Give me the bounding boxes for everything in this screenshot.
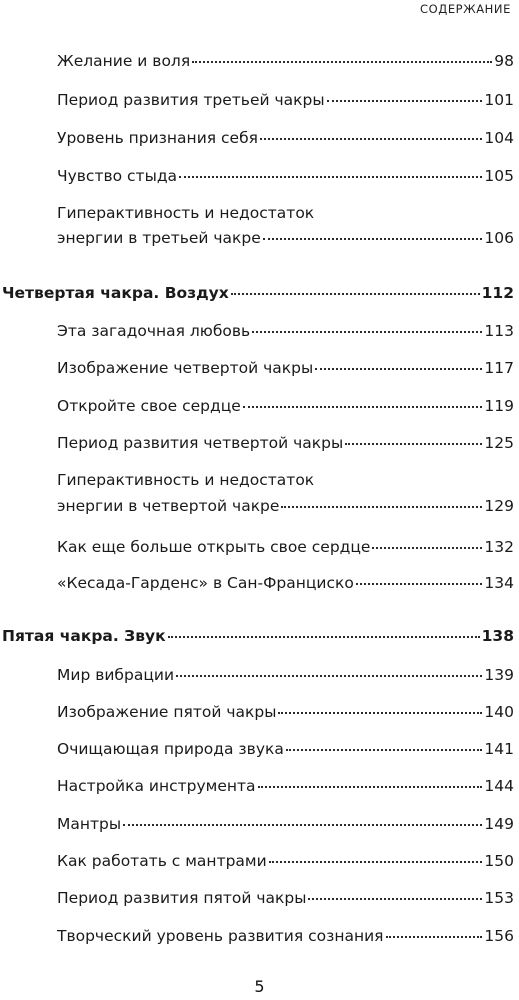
toc-chapter-page: 112 (481, 284, 514, 302)
toc-entry-title-line1: Гиперактивность и недостаток (57, 471, 315, 489)
dot-leader (260, 138, 482, 140)
toc-entry-page: 101 (484, 91, 514, 109)
dot-leader (269, 861, 483, 863)
dot-leader (315, 368, 482, 370)
toc-chapter-title: Четвертая чакра. Воздух (2, 284, 229, 302)
toc-entry-title: Откройте свое сердце (57, 397, 241, 415)
toc-entry[interactable] (57, 887, 514, 909)
toc-entry[interactable] (57, 357, 514, 379)
toc-entry-page: 119 (484, 397, 514, 415)
dot-leader (176, 675, 482, 677)
toc-entry[interactable] (57, 664, 514, 686)
toc-entry-title: энергии в четвертой чакре (57, 497, 280, 515)
toc-entry-title: Настройка инструмента (57, 777, 256, 795)
toc-chapter-title: Пятая чакра. Звук (2, 627, 166, 645)
toc-entry-page: 125 (484, 434, 514, 452)
toc-entry-page: 132 (484, 538, 514, 556)
dot-leader (327, 100, 483, 102)
toc-entry[interactable] (57, 320, 514, 342)
toc-entry[interactable] (57, 850, 514, 872)
toc-entry[interactable] (57, 813, 514, 835)
toc-entry-title: Мантры (57, 815, 122, 833)
toc-entry[interactable] (57, 701, 514, 723)
toc-entry-title: Период развития третьей чакры (57, 91, 325, 109)
dot-leader (243, 406, 483, 408)
toc-chapter-page: 138 (481, 627, 514, 645)
dot-leader (252, 331, 482, 333)
toc-entry-title: Чувство стыда (57, 167, 178, 185)
toc-entry-title: Изображение четвертой чакры (57, 359, 314, 377)
toc-entry-title: Как еще больше открыть свое сердце (57, 538, 371, 556)
dot-leader (286, 749, 483, 751)
toc-entry-page: 106 (484, 229, 514, 247)
toc-entry-page: 150 (484, 852, 514, 870)
toc-chapter[interactable] (2, 625, 514, 647)
toc-entry[interactable] (57, 536, 514, 558)
toc-entry-title-line1: Гиперактивность и недостаток (57, 204, 315, 222)
running-head: СОДЕРЖАНИЕ (419, 2, 511, 16)
toc-entry[interactable] (57, 572, 514, 594)
toc-entry-title: Период развития четвертой чакры (57, 434, 344, 452)
toc-entry[interactable] (57, 775, 514, 797)
toc-entry[interactable] (57, 432, 514, 454)
toc-chapter[interactable] (2, 282, 514, 304)
toc-entry-title: «Кесада-Гарденс» в Сан-Франциско (57, 574, 354, 592)
toc-entry[interactable] (57, 50, 514, 72)
toc-entry-title: Эта загадочная любовь (57, 322, 251, 340)
page-number: 5 (254, 977, 265, 996)
toc-entry-title: Уровень признания себя (57, 129, 258, 147)
toc-entry[interactable] (57, 738, 514, 760)
dot-leader (168, 636, 480, 638)
toc-entry-title: Изображение пятой чакры (57, 703, 277, 721)
toc-entry-title: Период развития пятой чакры (57, 889, 307, 907)
toc-entry[interactable] (57, 89, 514, 111)
toc-entry[interactable] (57, 925, 514, 947)
dot-leader (263, 238, 483, 240)
dot-leader (356, 583, 483, 585)
toc-entry-title: Очищающая природа звука (57, 740, 284, 758)
toc-entry-title: Как работать с мантрами (57, 852, 267, 870)
dot-leader (386, 936, 483, 938)
dot-leader (231, 293, 480, 295)
toc-entry-page: 144 (484, 777, 514, 795)
dot-leader (192, 61, 492, 63)
toc-entry[interactable] (57, 165, 514, 187)
toc-entry-page: 113 (484, 322, 514, 340)
toc-entry-page: 98 (494, 52, 514, 70)
dot-leader (308, 898, 482, 900)
toc-entry-page: 149 (484, 815, 514, 833)
toc-entry-title: Желание и воля (57, 52, 191, 70)
toc-entry-page: 117 (484, 359, 514, 377)
toc-entry[interactable] (57, 395, 514, 417)
toc-entry-page: 141 (484, 740, 514, 758)
toc-entry-page: 129 (484, 497, 514, 515)
toc-entry-page: 139 (484, 666, 514, 684)
toc-entry-page: 140 (484, 703, 514, 721)
dot-leader (281, 506, 482, 508)
toc-entry-page: 104 (484, 129, 514, 147)
toc-entry-page: 105 (484, 167, 514, 185)
dot-leader (258, 786, 483, 788)
toc-entry-page: 153 (484, 889, 514, 907)
toc-entry[interactable] (57, 227, 514, 249)
dot-leader (345, 443, 482, 445)
toc-entry-page: 156 (484, 927, 514, 945)
toc-entry-page: 134 (484, 574, 514, 592)
toc-entry[interactable] (57, 495, 514, 517)
dot-leader (123, 824, 482, 826)
dot-leader (179, 176, 482, 178)
toc-entry-title: энергии в третьей чакре (57, 229, 261, 247)
dot-leader (372, 547, 482, 549)
toc-entry-title: Творческий уровень развития сознания (57, 927, 384, 945)
toc-entry[interactable] (57, 127, 514, 149)
toc-entry-title: Мир вибрации (57, 666, 175, 684)
dot-leader (278, 712, 482, 714)
